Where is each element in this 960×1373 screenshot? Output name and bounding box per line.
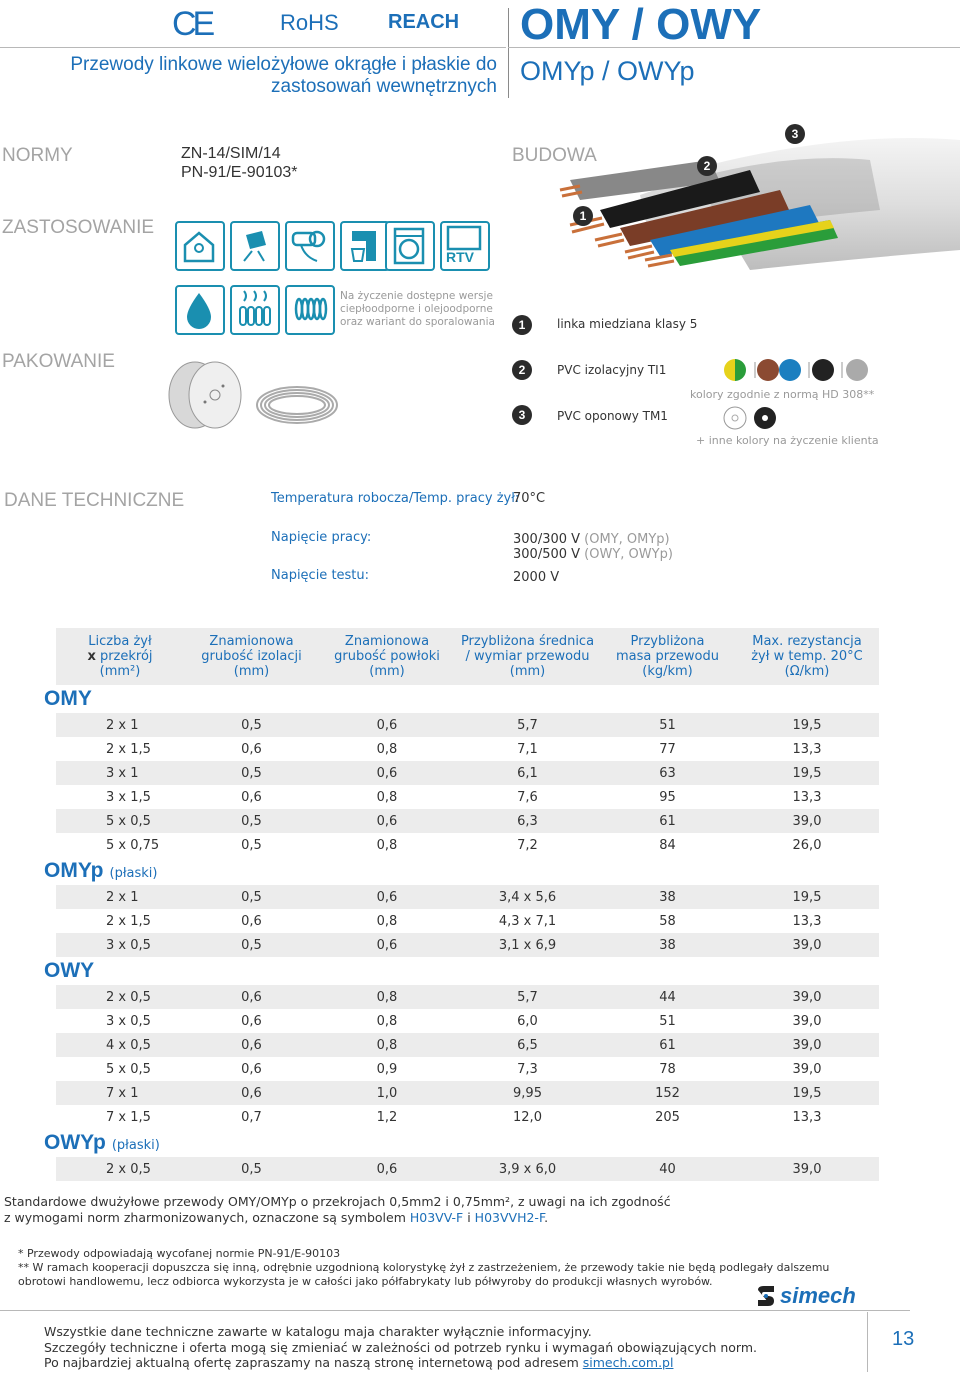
symbol-h03vv-f: H03VV-F — [409, 1210, 464, 1225]
budowa-label: BUDOWA — [512, 145, 597, 166]
table-cell: 0,5 — [241, 837, 262, 853]
water-drop-icon — [175, 285, 225, 335]
header-mass — [600, 628, 735, 685]
header-l1: Znamionowa — [344, 634, 430, 649]
temp-label: Temperatura robocza/Temp. pracy żył: — [271, 491, 520, 506]
header-l1: Liczba żył — [88, 634, 152, 649]
symbol-h03vvh2-f: H03VVH2-F — [474, 1210, 545, 1225]
spiral-cable-icon — [285, 285, 335, 335]
napiecie-value-1 — [513, 532, 670, 547]
header-l2: żył w temp. 20°C — [751, 649, 863, 664]
table-cell: 0,6 — [319, 713, 455, 737]
core-color-swatches — [715, 356, 875, 384]
table-cell: 7 x 1,5 — [106, 1109, 151, 1125]
footer-text — [44, 1324, 859, 1371]
table-row — [56, 1009, 879, 1033]
table-row — [56, 785, 879, 809]
page-number: 13 — [892, 1328, 915, 1350]
table-cell: 0,5 — [184, 809, 319, 833]
table-cell: 0,6 — [319, 761, 455, 785]
table-cell: 1,2 — [376, 1109, 398, 1125]
table-cell: 0,9 — [376, 1061, 398, 1077]
table-cell: 6,0 — [517, 1013, 538, 1029]
table-cell: 5,7 — [455, 713, 600, 737]
table-cell: 13,3 — [792, 913, 822, 929]
table-row — [56, 761, 879, 785]
table-cell: 5 x 0,75 — [106, 837, 160, 853]
table-cell: 0,6 — [241, 1013, 262, 1029]
table-cell: 0,6 — [319, 933, 455, 957]
table-cell: 0,5 — [184, 885, 319, 909]
table-cell: 40 — [600, 1157, 735, 1181]
table-cell: 84 — [659, 837, 676, 853]
header-l2-text: przekrój — [95, 649, 153, 664]
table-cell: 13,3 — [792, 1109, 822, 1125]
table-cell: 0,6 — [319, 1157, 455, 1181]
drum-packaging-image — [165, 360, 245, 430]
group-cell — [44, 685, 879, 713]
header-divider — [508, 8, 509, 98]
website-link[interactable]: simech.com.pl — [582, 1355, 674, 1370]
zastosowanie-note: Na życzenie dostępne wersje ciepłoodporne i olejoodporne oraz wariant do sporalowania — [340, 290, 495, 328]
group-row — [56, 1129, 879, 1157]
table-row — [56, 1081, 879, 1105]
table-cell: 13,3 — [792, 741, 822, 757]
marker-2: 2 — [697, 156, 717, 176]
spec-table — [44, 628, 879, 1181]
header-l1: Max. rezystancja — [752, 634, 862, 649]
header-l2: masa przewodu — [616, 649, 719, 664]
marker-1: 1 — [573, 206, 593, 226]
table-cell: 0,8 — [376, 789, 398, 805]
table-cell: 205 — [655, 1109, 680, 1125]
table-cell: 39,0 — [735, 1033, 879, 1057]
table-row — [56, 1105, 879, 1129]
header-l2: / wymiar przewodu — [465, 649, 590, 664]
table-row — [56, 1033, 879, 1057]
table-cell: 0,8 — [376, 913, 398, 929]
table-cell: 0,6 — [241, 741, 262, 757]
table-cell: 3 x 0,5 — [106, 1013, 151, 1029]
table-cell: 4 x 0,5 — [56, 1033, 184, 1057]
group-cell — [44, 857, 879, 885]
table-cell: 9,95 — [455, 1081, 600, 1105]
group-name: OMY — [44, 687, 92, 710]
table-cell: 39,0 — [735, 1157, 879, 1181]
header-l3: (mm) — [233, 664, 270, 679]
table-cell: 39,0 — [792, 1061, 822, 1077]
table-header-row — [56, 628, 879, 685]
standard-note-end: . — [544, 1210, 549, 1225]
header-rule — [0, 47, 506, 48]
table-cell: 61 — [600, 809, 735, 833]
table-cell: 39,0 — [735, 809, 879, 833]
table-cell: 0,7 — [241, 1109, 262, 1125]
table-cell: 26,0 — [792, 837, 822, 853]
header-sheath — [319, 628, 455, 685]
table-cell: 0,6 — [241, 789, 262, 805]
group-name: OWYp — [44, 1131, 106, 1154]
rohs-mark: RoHS — [280, 10, 339, 35]
table-cell: 0,5 — [184, 713, 319, 737]
rtv-label: RTV — [446, 249, 474, 265]
header-cross-section — [56, 628, 184, 685]
footer-line-2: Szczegóły techniczne i oferta mogą się zmieniać w zależności od potrzeb rynku i wymagań obowiązujących norm. — [44, 1339, 757, 1355]
table-row — [56, 713, 879, 737]
table-cell: 0,8 — [376, 837, 398, 853]
table-cell: 19,5 — [735, 713, 879, 737]
table-cell: 7,1 — [517, 741, 538, 757]
header-l3: (mm) — [369, 664, 405, 679]
normy-line1: ZN-14/SIM/14 — [181, 145, 281, 162]
table-cell: 39,0 — [735, 933, 879, 957]
table-cell: 5 x 0,5 — [56, 809, 184, 833]
table-cell: 0,6 — [184, 1033, 319, 1057]
table-cell: 0,8 — [376, 1013, 398, 1029]
temp-value: 70°C — [513, 491, 546, 506]
table-cell: 38 — [600, 933, 735, 957]
footnote-1: * Przewody odpowiadają wycofanej normie PN-91/E-90103 — [18, 1247, 341, 1260]
header-l2 — [56, 649, 184, 664]
test-label: Napięcie testu: — [271, 568, 370, 583]
table-cell: 5,7 — [455, 985, 600, 1009]
napiecie-v1: 300/300 V — [513, 532, 581, 547]
table-cell: 6,3 — [455, 809, 600, 833]
table-cell: 61 — [600, 1033, 735, 1057]
table-cell: 58 — [659, 913, 676, 929]
simech-logo — [754, 1283, 864, 1311]
footer-line-1: Wszystkie dane techniczne zawarte w katalogu maja charakter wyłącznie informacyjny. — [44, 1324, 592, 1339]
table-cell: 0,6 — [184, 985, 319, 1009]
header-l3: (kg/km) — [642, 664, 693, 679]
table-cell: 78 — [659, 1061, 676, 1077]
standard-note-l1: Standardowe dwużyłowe przewody OMY/OMYp o przekrojach 0,5mm2 i 0,75mm², z uwagi na ich zgodność — [4, 1194, 671, 1209]
product-description: Przewody linkowe wielożyłowe okrągłe i płaskie do zastosowań wewnętrznych — [70, 54, 497, 97]
standard-note-text: z wymogami norm zharmonizowanych, oznaczone są symbolem — [4, 1210, 410, 1225]
group-row — [56, 685, 879, 713]
table-cell: 39,0 — [735, 985, 879, 1009]
table-cell: 19,5 — [735, 885, 879, 909]
header-l3: (Ω/km) — [784, 664, 830, 679]
house-icon — [175, 221, 225, 271]
marker-3: 3 — [785, 124, 805, 144]
budowa-text-3: PVC oponowy TM1 — [557, 409, 668, 423]
table-cell: 2 x 0,5 — [56, 1157, 184, 1181]
table-row — [56, 737, 879, 761]
header-bold-x: x — [87, 649, 96, 664]
standard-note — [4, 1194, 904, 1226]
table-cell: 39,0 — [792, 1013, 822, 1029]
cable-illustration — [540, 100, 960, 300]
table-row — [56, 809, 879, 833]
table-row — [56, 833, 879, 857]
table-cell: 1,0 — [319, 1081, 455, 1105]
table-cell: 7 x 1 — [56, 1081, 184, 1105]
header-l1: Przybliżona — [630, 634, 705, 649]
group-cell — [44, 1129, 879, 1157]
test-value: 2000 V — [513, 570, 560, 585]
napiecie-v2: 300/500 V — [513, 547, 581, 562]
table-cell: 51 — [659, 1013, 676, 1029]
table-cell: 152 — [600, 1081, 735, 1105]
header-l1: Przybliżona średnica — [460, 634, 595, 649]
group-cell — [44, 957, 879, 985]
group-subtitle: (płaski) — [111, 1138, 160, 1153]
table-cell: 7,2 — [517, 837, 538, 853]
table-cell: 0,8 — [319, 1033, 455, 1057]
header-l3: (mm²) — [99, 664, 141, 679]
footer-rule — [0, 1310, 910, 1311]
group-row — [56, 857, 879, 885]
budowa-num-3: 3 — [512, 405, 532, 425]
table-cell: 2 x 1 — [56, 713, 184, 737]
table-cell: 44 — [600, 985, 735, 1009]
table-cell: 0,8 — [376, 741, 398, 757]
reach-mark: REACH — [388, 11, 460, 33]
spec-table-body — [44, 685, 879, 1181]
sheath-color-swatches — [722, 405, 782, 431]
footer-line-3 — [44, 1355, 859, 1371]
budowa-text-1: linka miedziana klasy 5 — [557, 317, 698, 331]
footer-line-3-text: Po najbardziej aktualną ofertę zapraszamy na naszą stronę internetową pod adresem — [44, 1355, 583, 1370]
budowa-num-1: 1 — [512, 315, 532, 335]
group-name: OMYp — [44, 859, 104, 882]
table-cell: 77 — [659, 741, 676, 757]
napiecie-label: Napięcie pracy: — [271, 530, 372, 545]
lamp-icon — [230, 221, 280, 271]
table-cell: 38 — [600, 885, 735, 909]
footnote-2: ** W ramach kooperacji dopuszcza się inną, odrębnie uzgodnioną kolorystykę żył z zastrzeżeniem, że przewody takie nie będą podlegały dalszemu obrotowi handlowemu, lecz odbiorca wykorzysta je w całości jako półfabrykaty lub półwyroby do produkcji własnych wyrobów. — [18, 1261, 830, 1288]
header-l2: grubość powłoki — [334, 649, 440, 664]
table-cell: 2 x 1,5 — [106, 913, 151, 929]
table-cell: 0,5 — [184, 933, 319, 957]
table-cell: 95 — [659, 789, 676, 805]
table-cell: 3 x 1 — [56, 761, 184, 785]
pakowanie-label: PAKOWANIE — [2, 351, 115, 372]
standard-note-l2 — [4, 1210, 904, 1226]
budowa-text-2: PVC izolacyjny TI1 — [557, 363, 667, 377]
table-cell: 3,4 x 5,6 — [455, 885, 600, 909]
simech-logo-text: simech — [780, 1283, 856, 1308]
product-subtitle: OMYp / OWYp — [520, 56, 695, 86]
group-subtitle: (płaski) — [109, 866, 158, 881]
table-cell: 5 x 0,5 — [106, 1061, 151, 1077]
kitchen-robot-icon — [340, 221, 390, 271]
ce-mark: CE — [172, 5, 212, 43]
table-cell: 0,6 — [319, 809, 455, 833]
normy-label: NORMY — [2, 145, 73, 166]
table-row — [56, 909, 879, 933]
table-cell: 63 — [600, 761, 735, 785]
table-cell: 12,0 — [513, 1109, 542, 1125]
header-resistance — [735, 628, 879, 685]
table-cell: 0,6 — [319, 885, 455, 909]
table-cell: 0,5 — [184, 1157, 319, 1181]
table-cell: 3 x 0,5 — [56, 933, 184, 957]
footer-page-divider — [867, 1312, 868, 1372]
tv-icon — [440, 221, 490, 271]
zastosowanie-label: ZASTOSOWANIE — [2, 217, 155, 238]
table-cell: 2 x 0,5 — [56, 985, 184, 1009]
table-cell: 3,1 x 6,9 — [455, 933, 600, 957]
header-insulation — [184, 628, 319, 685]
table-cell: 7,3 — [517, 1061, 538, 1077]
table-row — [56, 1157, 879, 1181]
budowa-num-2: 2 — [512, 360, 532, 380]
napiecie-value-2 — [513, 547, 673, 562]
normy-line2: PN-91/E-90103* — [181, 164, 298, 181]
heat-resistant-icon — [230, 285, 280, 335]
table-cell: 2 x 1 — [56, 885, 184, 909]
table-cell: 0,6 — [184, 1081, 319, 1105]
table-cell: 13,3 — [792, 789, 822, 805]
dane-label: DANE TECHNICZNE — [4, 490, 185, 511]
table-cell: 0,8 — [319, 985, 455, 1009]
header-diameter — [455, 628, 600, 685]
header-l1: Znamionowa — [209, 634, 294, 649]
table-cell: 0,6 — [241, 913, 262, 929]
hairdryer-icon — [285, 221, 335, 271]
group-name: OWY — [44, 959, 95, 982]
napiecie-v2-note: (OWY, OWYp) — [584, 547, 673, 562]
product-title: OMY / OWY — [520, 0, 762, 49]
simech-logo-mark — [754, 1284, 778, 1308]
table-cell: 6,1 — [455, 761, 600, 785]
table-cell: 3 x 1,5 — [106, 789, 151, 805]
table-cell: 19,5 — [735, 761, 879, 785]
header-l3: (mm) — [509, 664, 546, 679]
table-cell: 4,3 x 7,1 — [498, 913, 557, 929]
table-row — [56, 933, 879, 957]
table-cell: 0,6 — [241, 1061, 262, 1077]
table-cell: 2 x 1,5 — [106, 741, 151, 757]
table-cell: 19,5 — [735, 1081, 879, 1105]
table-row — [56, 985, 879, 1009]
group-row — [56, 957, 879, 985]
table-cell: 51 — [600, 713, 735, 737]
standard-note-and: i — [463, 1210, 475, 1225]
colors-note: kolory zgodnie z normą HD 308** — [690, 388, 875, 401]
table-cell: 6,5 — [455, 1033, 600, 1057]
table-row — [56, 1057, 879, 1081]
table-cell: 3,9 x 6,0 — [455, 1157, 600, 1181]
napiecie-v1-note: (OMY, OMYp) — [584, 532, 670, 547]
header-l2: grubość izolacji — [201, 649, 302, 664]
table-cell: 7,6 — [517, 789, 538, 805]
washing-machine-icon — [385, 221, 435, 271]
coil-packaging-image — [252, 383, 342, 427]
table-row — [56, 885, 879, 909]
extra-colors-note: + inne kolory na życzenie klienta — [696, 434, 879, 447]
table-cell: 0,5 — [184, 761, 319, 785]
